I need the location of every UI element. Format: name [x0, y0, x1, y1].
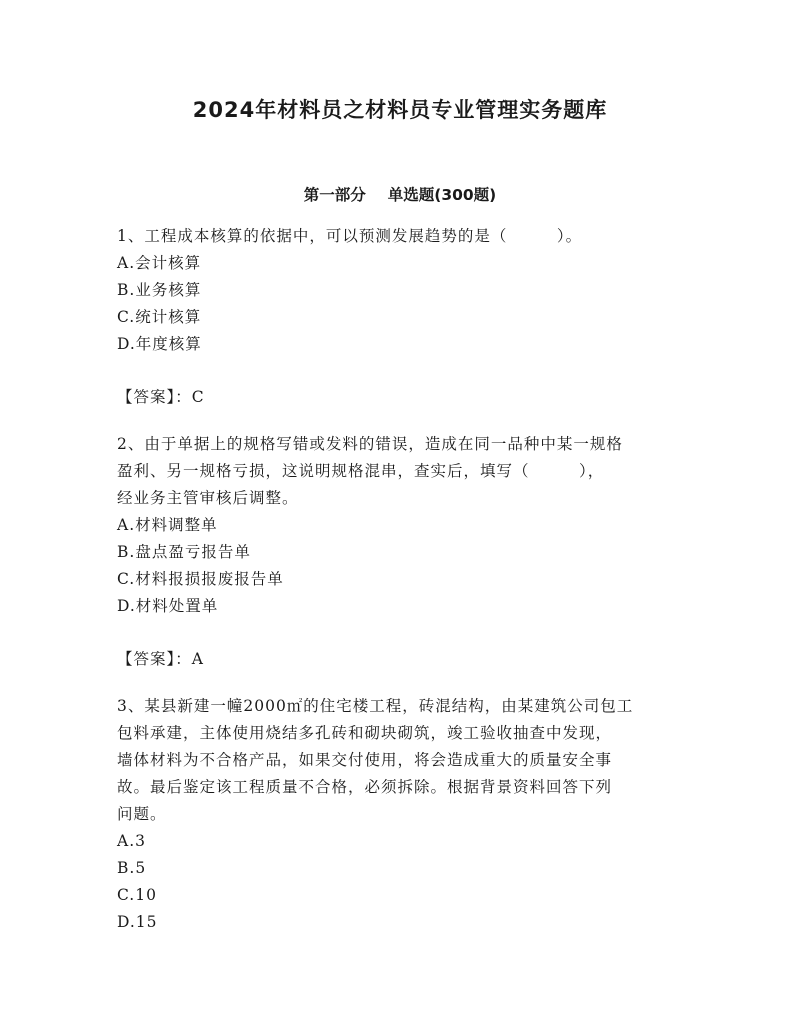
section-type-label: 单选题(300题) [387, 186, 497, 204]
question-stem [117, 223, 707, 250]
option-b: B.5 [117, 859, 147, 877]
section-part-label: 第一部分 [303, 186, 366, 204]
option-c: C.10 [117, 886, 157, 904]
option-c: C.材料报损报废报告单 [117, 570, 284, 588]
answer-label: 【答案】： [117, 388, 192, 406]
section-title [0, 183, 800, 205]
option-a: A.材料调整单 [117, 516, 218, 534]
option-a: A.3 [117, 832, 146, 850]
answer-value: C [191, 388, 205, 406]
stem-line: 墙体材料为不合格产品，如果交付使用，将会造成重大的质量安全事 [117, 751, 613, 769]
option-b: B.盘点盈亏报告单 [117, 543, 251, 561]
question-stem [117, 693, 707, 828]
answer-value: A [191, 650, 204, 668]
option-c: C.统计核算 [117, 308, 202, 326]
stem-line: 问题。 [117, 805, 167, 823]
question-3 [117, 693, 707, 936]
option-d: D.材料处置单 [117, 597, 219, 615]
stem-line: 经业务主管审核后调整。 [117, 489, 299, 507]
stem-line: 包料承建，主体使用烧结多孔砖和砌块砌筑，竣工验收抽查中发现， [117, 724, 613, 742]
answer-label: 【答案】： [117, 650, 192, 668]
question-1 [117, 223, 707, 411]
answer-line [117, 384, 707, 411]
question-stem [117, 431, 707, 512]
stem-line: 故。最后鉴定该工程质量不合格，必须拆除。根据背景资料回答下列 [117, 778, 613, 796]
stem-line: 2、由于单据上的规格写错或发料的错误，造成在同一品种中某一规格 [117, 435, 623, 453]
option-b: B.业务核算 [117, 281, 202, 299]
question-list [117, 223, 707, 936]
question-2 [117, 431, 707, 673]
stem-line: 盈利、另一规格亏损，这说明规格混串，查实后，填写（ ）， [117, 462, 605, 480]
option-d: D.年度核算 [117, 335, 202, 353]
stem-line: 3、某县新建一幢2000㎡的住宅楼工程，砖混结构，由某建筑公司包工 [117, 697, 634, 715]
stem-line: 1、工程成本核算的依据中，可以预测发展趋势的是（ ）。 [117, 227, 583, 245]
option-a: A.会计核算 [117, 254, 202, 272]
document-title: 2024年材料员之材料员专业管理实务题库 [192, 98, 608, 122]
option-d: D.15 [117, 913, 158, 931]
answer-line [117, 646, 707, 673]
